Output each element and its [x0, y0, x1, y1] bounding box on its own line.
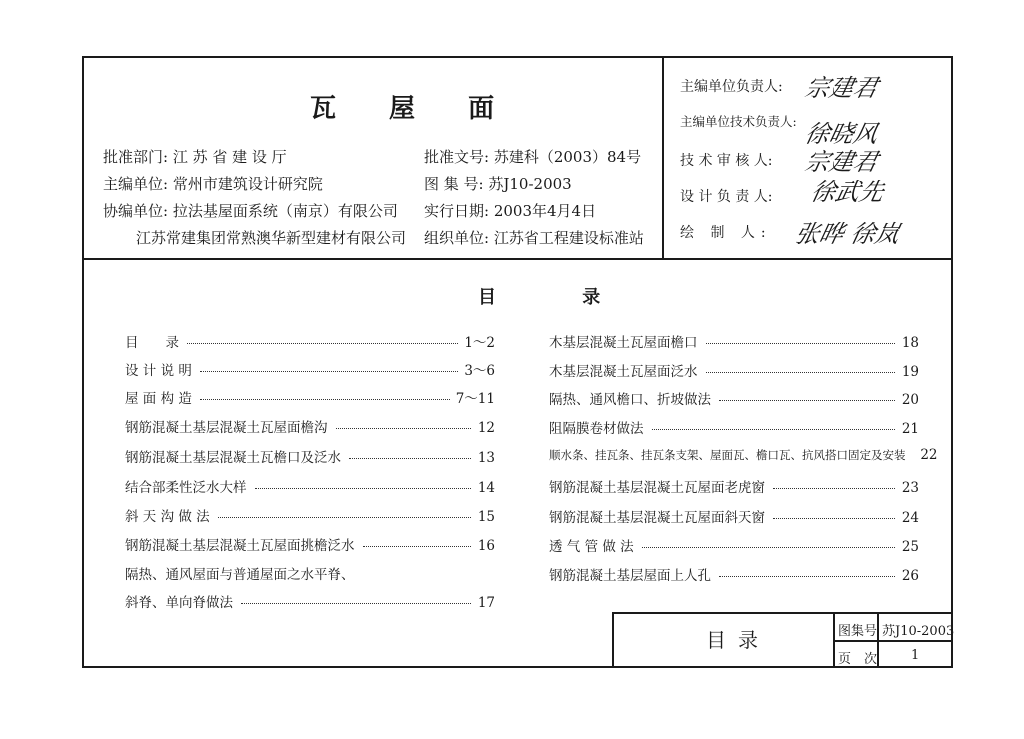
toc-leader: [773, 517, 895, 519]
signature-chief-responsible: 宗建君: [802, 74, 881, 102]
signature-design-lead: 徐武先: [808, 178, 887, 206]
toc-item: [549, 476, 919, 494]
toc-item: [549, 535, 919, 553]
toc-item-title: 透 气 管 做 法: [549, 539, 634, 555]
toc-item-page: 13: [477, 450, 495, 466]
toc-item: [125, 331, 495, 349]
toc-leader: [719, 575, 895, 577]
toc-leader: [336, 427, 472, 429]
toc-item-title: 结合部柔性泛水大样: [125, 480, 247, 496]
title-block-left: [612, 612, 614, 668]
toc-item: [125, 563, 495, 581]
toc-item: [549, 417, 919, 435]
toc-item: [125, 505, 495, 523]
toc-item-title: 顺水条、挂瓦条、挂瓦条支架、屋面瓦、檐口瓦、抗风搭口固定及安装: [549, 448, 906, 462]
sig-label-drafter: 绘 制 人:: [680, 225, 772, 241]
toc-item-title: 目 录: [125, 335, 179, 351]
toc-item-page: 14: [477, 480, 495, 496]
toc-item-page: 12: [477, 420, 495, 436]
atlas-no: [424, 173, 572, 194]
atlas-no-value-cell: 苏J10-2003: [882, 624, 955, 639]
toc-leader: [255, 487, 472, 489]
org-unit-label: 组织单位:: [424, 229, 490, 247]
approval-no: [424, 146, 641, 167]
atlas-no-label-cell: 图集号: [838, 624, 878, 639]
co-unit: [103, 200, 398, 221]
toc-item-page: 20: [901, 392, 919, 408]
org-unit: [424, 227, 644, 248]
toc-item-title: 木基层混凝土瓦屋面泛水: [549, 364, 698, 380]
toc-item-page: 19: [901, 364, 919, 380]
title-block-row-divider: [833, 640, 953, 642]
toc-item: [125, 591, 495, 609]
toc-leader: [706, 342, 896, 344]
toc-item-page: 7～11: [455, 391, 495, 407]
toc-item-title: 阻隔膜卷材做法: [549, 421, 644, 437]
toc-item-title: 斜脊、单向脊做法: [125, 595, 233, 611]
chief-unit: [103, 173, 323, 194]
page-value-cell: 1: [911, 648, 920, 663]
chief-unit-value: 常州市建筑设计研究院: [172, 175, 323, 193]
toc-item-page: 16: [477, 538, 495, 554]
toc-item-page: 22: [920, 447, 938, 463]
toc-leader: [642, 546, 895, 548]
signature-tech-review: 宗建君: [802, 148, 881, 176]
org-unit-value: 江苏省工程建设标准站: [493, 229, 644, 247]
toc-item: [549, 388, 919, 406]
toc-item-title: 设 计 说 明: [125, 363, 192, 379]
toc-item-page: 24: [901, 510, 919, 526]
atlas-no-value: 苏J10-2003: [488, 175, 572, 193]
co-unit-label: 协编单位:: [103, 202, 169, 220]
toc-item-page: 1～2: [464, 335, 495, 351]
toc-item-title: 屋 面 构 造: [125, 391, 192, 407]
toc-item-title: 钢筋混凝土基层混凝土瓦屋面斜天窗: [549, 510, 765, 526]
page-label-cell: 页 次: [838, 652, 878, 667]
toc-item-page: 23: [901, 480, 919, 496]
toc-leader: [719, 399, 895, 401]
toc-title: 目 录: [478, 287, 641, 308]
approval-no-value: 苏建科（2003）84号: [493, 148, 642, 166]
toc-item-page: 25: [901, 539, 919, 555]
toc-item: [549, 331, 919, 349]
toc-item-page: 15: [477, 509, 495, 525]
toc-leader: [706, 371, 896, 373]
toc-item: [125, 534, 495, 552]
effective-date-label: 实行日期:: [424, 202, 490, 220]
approving-dept-value: 江 苏 省 建 设 厅: [172, 148, 287, 166]
toc-item: [549, 447, 938, 465]
effective-date-value: 2003年4月4日: [493, 202, 597, 220]
title-block-top: [612, 612, 953, 614]
toc-item-title: 木基层混凝土瓦屋面檐口: [549, 335, 698, 351]
sig-label-chief-tech: 主编单位技术负责人:: [680, 114, 797, 129]
signature-drafter: 张晔 徐岚: [792, 220, 903, 248]
signature-divider: [662, 56, 664, 259]
sig-label-chief-responsible: 主编单位负责人:: [680, 79, 783, 95]
co-unit-2: [136, 227, 406, 248]
toc-item-title: 钢筋混凝土基层混凝土瓦屋面挑檐泛水: [125, 538, 355, 554]
toc-item: [125, 359, 495, 377]
toc-item-title: 钢筋混凝土基层混凝土瓦屋面檐沟: [125, 420, 328, 436]
header-divider: [82, 258, 953, 260]
toc-item: [125, 476, 495, 494]
toc-leader: [187, 342, 458, 344]
approving-dept: [103, 146, 287, 167]
signature-chief-tech: 徐晓风: [802, 120, 881, 148]
toc-item-title: 钢筋混凝土基层屋面上人孔: [549, 568, 711, 584]
toc-leader: [773, 487, 895, 489]
toc-item: [549, 564, 919, 582]
toc-leader: [200, 370, 458, 372]
toc-item-page: 3～6: [464, 363, 495, 379]
page-title: 瓦 屋 面: [310, 94, 517, 124]
toc-item: [125, 387, 495, 405]
toc-item: [549, 506, 919, 524]
chief-unit-label: 主编单位:: [103, 175, 169, 193]
toc-leader: [652, 428, 896, 430]
toc-leader: [200, 398, 450, 400]
toc-item-title: 斜 天 沟 做 法: [125, 509, 210, 525]
title-block-title: 目录: [706, 628, 770, 652]
toc-item: [125, 446, 495, 464]
co-unit-value-1: 拉法基屋面系统（南京）有限公司: [172, 202, 398, 220]
toc-item-page: 21: [901, 421, 919, 437]
toc-item-page: 18: [901, 335, 919, 351]
toc-item-title: 钢筋混凝土基层混凝土瓦檐口及泛水: [125, 450, 341, 466]
toc-item-page: 26: [901, 568, 919, 584]
effective-date: [424, 200, 596, 221]
atlas-no-label: 图 集 号:: [424, 175, 484, 193]
sig-label-tech-review: 技 术 审 核 人:: [680, 153, 773, 169]
approving-dept-label: 批准部门:: [103, 148, 169, 166]
toc-leader: [349, 457, 471, 459]
toc-item-title: 隔热、通风檐口、折坡做法: [549, 392, 711, 408]
toc-item-title: 钢筋混凝土基层混凝土瓦屋面老虎窗: [549, 480, 765, 496]
sig-label-design-lead: 设 计 负 责 人:: [680, 189, 773, 205]
toc-item-page: 17: [477, 595, 495, 611]
approval-no-label: 批准文号:: [424, 148, 490, 166]
toc-item-title: 隔热、通风屋面与普通屋面之水平脊、: [125, 567, 355, 583]
toc-item: [125, 416, 495, 434]
co-unit-value-2: 江苏常建集团常熟澳华新型建材有限公司: [136, 229, 407, 247]
toc-leader: [241, 602, 471, 604]
toc-item: [549, 360, 919, 378]
toc-leader: [218, 516, 471, 518]
toc-leader: [363, 545, 472, 547]
